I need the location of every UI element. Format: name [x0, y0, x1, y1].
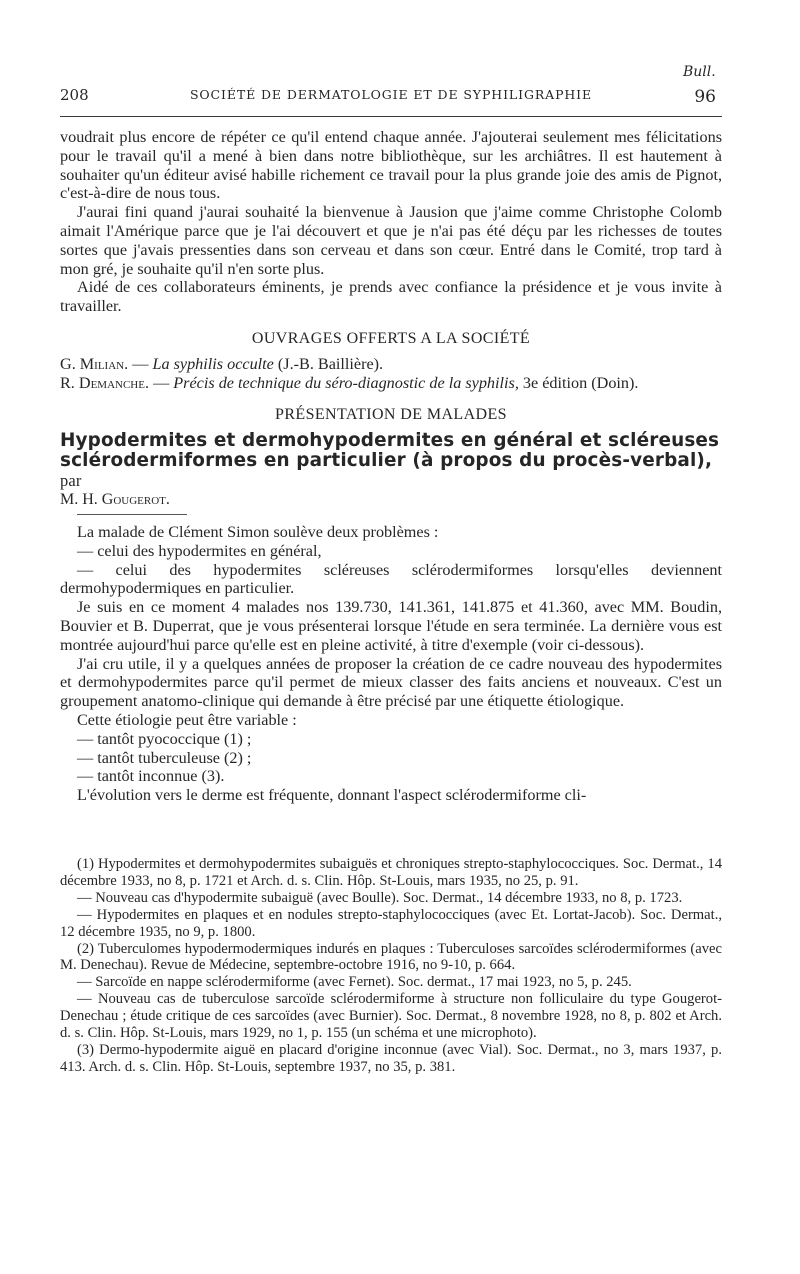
reference-title: La syphilis occulte [152, 354, 274, 373]
reference-publisher: 3e édition (Doin). [518, 373, 639, 392]
reference-separator: — [149, 373, 174, 392]
paragraph: — tantôt inconnue (3). [77, 767, 225, 786]
footnote: (1) Hypodermites et dermohypodermites subaiguës et chroniques strepto-staphylococciques. Soc. Dermat., 14 décembre 1933, no 8, p. 1721 et Arch. d. s. Clin. Hôp. St-Louis, mars 1935, no 25, p. 91. [60, 856, 722, 889]
section-heading-works: OUVRAGES OFFERTS A LA SOCIÉTÉ [251, 329, 531, 347]
paragraph: L'évolution vers le derme est fréquente, donnant l'aspect sclérodermiforme cli- [77, 786, 587, 805]
paragraph: — celui des hypodermites en général, [77, 541, 322, 560]
paragraph: La malade de Clément Simon soulève deux problèmes : [77, 522, 439, 541]
paragraph: J'ai cru utile, il y a quelques années de proposer la création de ce cadre nouveau des hypodermites et dermohypodermites parce qu'il permet de mieux classer des faits anciens et nouveaux. C'est un groupement anatomo-clinique qui demande à être précisé par une étiquette étiologique. [60, 654, 722, 711]
section-heading-patients: PRÉSENTATION DE MALADES [275, 406, 507, 424]
reference-author: G. Milian. [60, 354, 129, 373]
article-title-text: Hypodermites et dermohypodermites en général et scléreuses sclérodermiformes en particulier (à propos du procès-verbal), [60, 430, 720, 472]
paragraph: J'aurai fini quand j'aurai souhaité la bienvenue à Jausion que j'aime comme Christophe Colomb aimait l'Amérique parce que je l'ai découvert et que je n'ai pas été déçu par les richesses de toutes sortes que j'avais pressenties dans son cerveau et dans son cœur. Entré dans le Comité, trop tard à mon gré, je souhaite qu'il n'en sorte plus. [60, 203, 722, 278]
title-rule [77, 514, 187, 515]
reference-separator: — [128, 354, 153, 373]
footnote: — Sarcoïde en nappe sclérodermiforme (avec Fernet). Soc. dermat., 17 mai 1923, no 5, p. 245. [77, 974, 632, 991]
author-name: M. H. Gougerot. [60, 491, 170, 509]
footnote: (2) Tuberculomes hypodermodermiques indurés en plaques : Tuberculoses sarcoïdes sclérodermiformes (avec M. Denechau). Revue de Médecine, septembre-octobre 1916, no 9-10, p. 664. [60, 940, 722, 974]
footnote: (3) Dermo-hypodermite aiguë en placard d'origine inconnue (avec Vial). Soc. Dermat., no 3, mars 1937, p. 413. Arch. d. s. Clin. Hôp. St-Louis, septembre 1937, no 35, p. 381. [60, 1041, 722, 1075]
paragraph: — celui des hypodermites scléreuses sclérodermiformes lorsqu'elles deviennent dermohypodermiques en particulier. [60, 560, 722, 598]
article-author [60, 491, 722, 510]
paragraph: — tantôt tuberculeuse (2) ; [77, 748, 252, 767]
article-title [60, 431, 722, 491]
running-title: SOCIÉTÉ DE DERMATOLOGIE ET DE SYPHILIGRAPHIE [189, 87, 593, 102]
reference-publisher: (J.-B. Baillière). [273, 354, 384, 373]
reference-entry [60, 374, 722, 393]
footnote: — Hypodermites en plaques et en nodules strepto-staphylococciques (avec Et. Lortat-Jacob). Soc. Dermat., 12 décembre 1935, no 9, p. 1800. [60, 906, 722, 940]
footnotes [60, 856, 722, 1076]
article-title-par: par [60, 471, 82, 491]
paragraph: Cette étiologie peut être variable : [77, 710, 297, 729]
paragraph: voudrait plus encore de répéter ce qu'il entend chaque année. J'ajouterai seulement mes félicitations pour le travail qu'il a mené à bien dans notre bibliothèque, sur les archiâtres. Il est hautement à souhaiter qu'un éditeur avisé habille richement ce travail pour la plus grande joie des amis de Pignot, c'est-à-dire de nous tous. [60, 128, 722, 203]
reference-title: Précis de technique du séro-diagnostic de la syphilis, [173, 373, 519, 392]
bulletin-mark: Bull. [683, 64, 716, 80]
main-text [60, 128, 722, 805]
footnote: — Nouveau cas de tuberculose sarcoïde sclérodermiforme à structure non folliculaire du type Gougerot-Denechau ; étude critique de ces sarcoïdes (avec Burnier). Soc. Dermat., 8 novembre 1928, no 8, p. 802 et Arch. d. s. Clin. Hôp. St-Louis, mars 1929, no 1, p. 155 (un schéma et une microphoto). [60, 991, 722, 1042]
paragraph: Je suis en ce moment 4 malades nos 139.730, 141.361, 141.875 et 41.360, avec MM. Boudin, Bouvier et B. Duperrat, que je vous présenterai lorsque l'étude en sera terminée. La dernière vous est montrée aujourd'hui parce qu'elle est en pleine activité, à titre d'exemple (voir ci-dessous). [60, 598, 722, 654]
footnote: — Nouveau cas d'hypodermite subaiguë (avec Boulle). Soc. Dermat., 14 décembre 1933, no 8, p. 1723. [77, 889, 683, 906]
header-rule [60, 116, 722, 117]
reference-entry [60, 355, 722, 374]
sheet-number: 96 [694, 87, 716, 107]
reference-author: R. Demanche. [60, 373, 150, 392]
running-header [60, 86, 722, 108]
paragraph: — tantôt pyococcique (1) ; [77, 729, 252, 748]
paragraph: Aidé de ces collaborateurs éminents, je prends avec confiance la présidence et je vous invite à travailler. [60, 278, 722, 316]
page-number: 208 [60, 86, 89, 104]
